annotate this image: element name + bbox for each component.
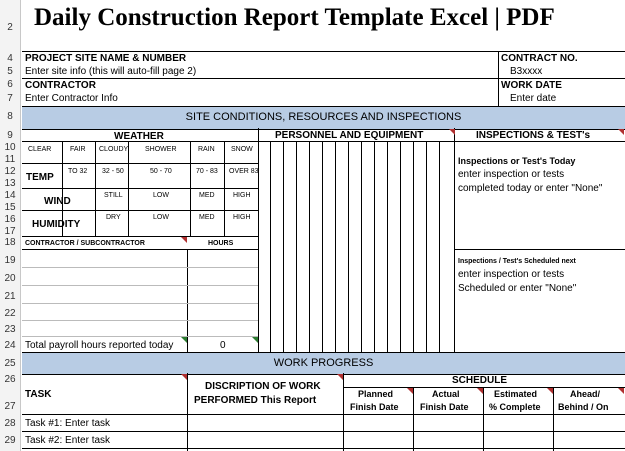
description-column-header: PERFORMED This Report bbox=[194, 395, 317, 406]
divider bbox=[22, 188, 258, 189]
row-number[interactable]: 15 bbox=[0, 202, 20, 213]
wind-label: WIND bbox=[44, 196, 71, 207]
weather-rain[interactable]: RAIN bbox=[198, 146, 215, 153]
actual-finish-header: Finish Date bbox=[420, 402, 469, 412]
humidity-level[interactable]: DRY bbox=[106, 214, 121, 221]
row-number[interactable]: 24 bbox=[0, 340, 20, 351]
row-number[interactable]: 8 bbox=[0, 111, 20, 122]
row-number[interactable]: 5 bbox=[0, 66, 20, 77]
row-number[interactable]: 2 bbox=[0, 22, 20, 33]
wind-level[interactable]: LOW bbox=[153, 192, 169, 199]
comment-indicator[interactable] bbox=[547, 388, 553, 394]
temp-range[interactable]: 70 - 83 bbox=[196, 168, 218, 175]
divider bbox=[454, 249, 625, 250]
task-column-header: TASK bbox=[25, 389, 52, 400]
contractor-input[interactable]: Enter Contractor Info bbox=[25, 93, 118, 104]
total-payroll-value: 0 bbox=[220, 340, 226, 351]
row-number[interactable]: 9 bbox=[0, 130, 20, 141]
inspections-today-hint[interactable]: completed today or enter "None" bbox=[458, 183, 603, 194]
task-row[interactable]: Task #2: Enter task bbox=[25, 435, 111, 446]
temp-range[interactable]: TO 32 bbox=[68, 168, 88, 175]
grid-line bbox=[361, 141, 362, 353]
grid-line bbox=[400, 141, 401, 353]
divider bbox=[498, 51, 499, 106]
wind-level[interactable]: HIGH bbox=[233, 192, 251, 199]
comment-indicator[interactable] bbox=[181, 337, 187, 343]
row-number[interactable]: 12 bbox=[0, 166, 20, 177]
hours-label: HOURS bbox=[208, 240, 234, 247]
divider bbox=[483, 387, 484, 451]
weather-fair[interactable]: FAIR bbox=[70, 146, 86, 153]
grid-line bbox=[348, 141, 349, 353]
grid-line bbox=[270, 141, 271, 353]
contractor-label: CONTRACTOR bbox=[25, 80, 96, 91]
divider bbox=[22, 141, 625, 142]
grid-line bbox=[283, 141, 284, 353]
comment-indicator[interactable] bbox=[407, 388, 413, 394]
weather-snow[interactable]: SNOW bbox=[231, 146, 253, 153]
project-site-input[interactable]: Enter site info (this will auto-fill page 2) bbox=[25, 66, 197, 77]
inspections-today-hint[interactable]: enter inspection or tests bbox=[458, 169, 565, 180]
row-number[interactable]: 14 bbox=[0, 190, 20, 201]
divider bbox=[413, 387, 414, 451]
divider bbox=[22, 78, 625, 79]
description-column-header: DISCRIPTION OF WORK bbox=[205, 381, 321, 392]
temp-range[interactable]: 50 - 70 bbox=[150, 168, 172, 175]
row-number[interactable]: 11 bbox=[0, 154, 20, 165]
actual-finish-header: Actual bbox=[432, 389, 460, 399]
comment-indicator[interactable] bbox=[337, 374, 343, 380]
temp-range[interactable]: 32 - 50 bbox=[102, 168, 124, 175]
contract-no-label: CONTRACT NO. bbox=[501, 53, 578, 64]
estimated-complete-header: Estimated bbox=[494, 389, 538, 399]
divider bbox=[22, 210, 258, 211]
contract-no-input[interactable]: B3xxxx bbox=[510, 66, 543, 77]
grid-line bbox=[413, 141, 414, 353]
inspections-header: INSPECTIONS & TEST's bbox=[476, 130, 591, 141]
row-number[interactable]: 6 bbox=[0, 79, 20, 90]
divider bbox=[22, 414, 625, 415]
work-progress-header: WORK PROGRESS bbox=[22, 352, 625, 375]
divider bbox=[343, 387, 625, 388]
grid-line bbox=[439, 141, 440, 353]
row-number[interactable]: 20 bbox=[0, 273, 20, 284]
inspections-today-label: Inspections or Test's Today bbox=[458, 156, 576, 166]
personnel-header: PERSONNEL AND EQUIPMENT bbox=[275, 130, 424, 141]
row-number[interactable]: 10 bbox=[0, 142, 20, 153]
grid-line bbox=[426, 141, 427, 353]
comment-indicator[interactable] bbox=[477, 388, 483, 394]
weather-cloudy[interactable]: CLOUDY bbox=[99, 146, 129, 153]
row-number[interactable]: 7 bbox=[0, 93, 20, 104]
work-date-label: WORK DATE bbox=[501, 80, 562, 91]
comment-indicator[interactable] bbox=[449, 129, 455, 135]
humidity-label: HUMIDITY bbox=[32, 219, 81, 230]
comment-indicator[interactable] bbox=[252, 337, 258, 343]
row-number[interactable]: 21 bbox=[0, 291, 20, 302]
page-title: Daily Construction Report Template Excel | PDF bbox=[34, 4, 555, 31]
row-number[interactable]: 23 bbox=[0, 324, 20, 335]
temp-range[interactable]: OVER 83 bbox=[229, 168, 259, 175]
grid-line bbox=[22, 336, 258, 337]
temp-label: TEMP bbox=[26, 172, 54, 183]
row-number[interactable]: 26 bbox=[0, 374, 20, 385]
grid-line bbox=[387, 141, 388, 353]
divider bbox=[343, 373, 344, 451]
inspections-scheduled-label: Inspections / Test's Scheduled next bbox=[458, 258, 576, 265]
row-number[interactable]: 28 bbox=[0, 418, 20, 429]
comment-indicator[interactable] bbox=[618, 388, 624, 394]
inspections-scheduled-hint[interactable]: Scheduled or enter "None" bbox=[458, 283, 577, 294]
weather-clear[interactable]: CLEAR bbox=[28, 146, 52, 153]
divider bbox=[22, 431, 625, 432]
divider bbox=[187, 249, 188, 353]
weather-header: WEATHER bbox=[114, 131, 164, 142]
row-number[interactable]: 29 bbox=[0, 435, 20, 446]
humidity-level[interactable]: LOW bbox=[153, 214, 169, 221]
project-site-label: PROJECT SITE NAME & NUMBER bbox=[25, 53, 187, 64]
row-number[interactable]: 17 bbox=[0, 226, 20, 237]
divider bbox=[22, 163, 258, 164]
divider bbox=[258, 128, 259, 353]
grid-line bbox=[22, 320, 258, 321]
divider bbox=[187, 373, 188, 451]
planned-finish-header: Finish Date bbox=[350, 402, 399, 412]
row-number[interactable]: 16 bbox=[0, 214, 20, 225]
ahead-behind-header: Behind / On bbox=[558, 402, 609, 412]
divider bbox=[22, 236, 258, 237]
divider bbox=[22, 448, 625, 449]
grid-line bbox=[22, 285, 258, 286]
total-payroll-label: Total payroll hours reported today bbox=[25, 340, 174, 351]
divider bbox=[22, 51, 625, 52]
comment-indicator[interactable] bbox=[181, 237, 187, 243]
grid-line bbox=[335, 141, 336, 353]
divider bbox=[22, 249, 258, 250]
row-number[interactable]: 25 bbox=[0, 358, 20, 369]
work-date-input[interactable]: Enter date bbox=[510, 93, 557, 104]
planned-finish-header: Planned bbox=[358, 389, 394, 399]
humidity-level[interactable]: HIGH bbox=[233, 214, 251, 221]
humidity-level[interactable]: MED bbox=[199, 214, 215, 221]
row-number[interactable]: 19 bbox=[0, 255, 20, 266]
schedule-header: SCHEDULE bbox=[452, 375, 508, 386]
wind-level[interactable]: STILL bbox=[104, 192, 123, 199]
grid-line bbox=[22, 303, 258, 304]
row-number[interactable]: 13 bbox=[0, 178, 20, 189]
row-number[interactable]: 4 bbox=[0, 53, 20, 64]
grid-line bbox=[374, 141, 375, 353]
comment-indicator[interactable] bbox=[181, 374, 187, 380]
contractor-subcontractor-label: CONTRACTOR / SUBCONTRACTOR bbox=[25, 240, 145, 247]
row-number[interactable]: 22 bbox=[0, 308, 20, 319]
task-row[interactable]: Task #1: Enter task bbox=[25, 418, 111, 429]
site-conditions-header: SITE CONDITIONS, RESOURCES AND INSPECTIONS bbox=[22, 106, 625, 130]
grid-line bbox=[22, 267, 258, 268]
inspections-scheduled-hint[interactable]: enter inspection or tests bbox=[458, 269, 565, 280]
comment-indicator[interactable] bbox=[618, 129, 624, 135]
divider bbox=[553, 387, 554, 451]
row-number[interactable]: 27 bbox=[0, 401, 20, 412]
grid-line bbox=[296, 141, 297, 353]
row-number[interactable]: 18 bbox=[0, 237, 20, 248]
estimated-complete-header: % Complete bbox=[489, 402, 541, 412]
grid-line bbox=[322, 141, 323, 353]
wind-level[interactable]: MED bbox=[199, 192, 215, 199]
grid-line bbox=[309, 141, 310, 353]
ahead-behind-header: Ahead/ bbox=[570, 389, 601, 399]
weather-shower[interactable]: SHOWER bbox=[145, 146, 177, 153]
divider bbox=[454, 128, 455, 353]
